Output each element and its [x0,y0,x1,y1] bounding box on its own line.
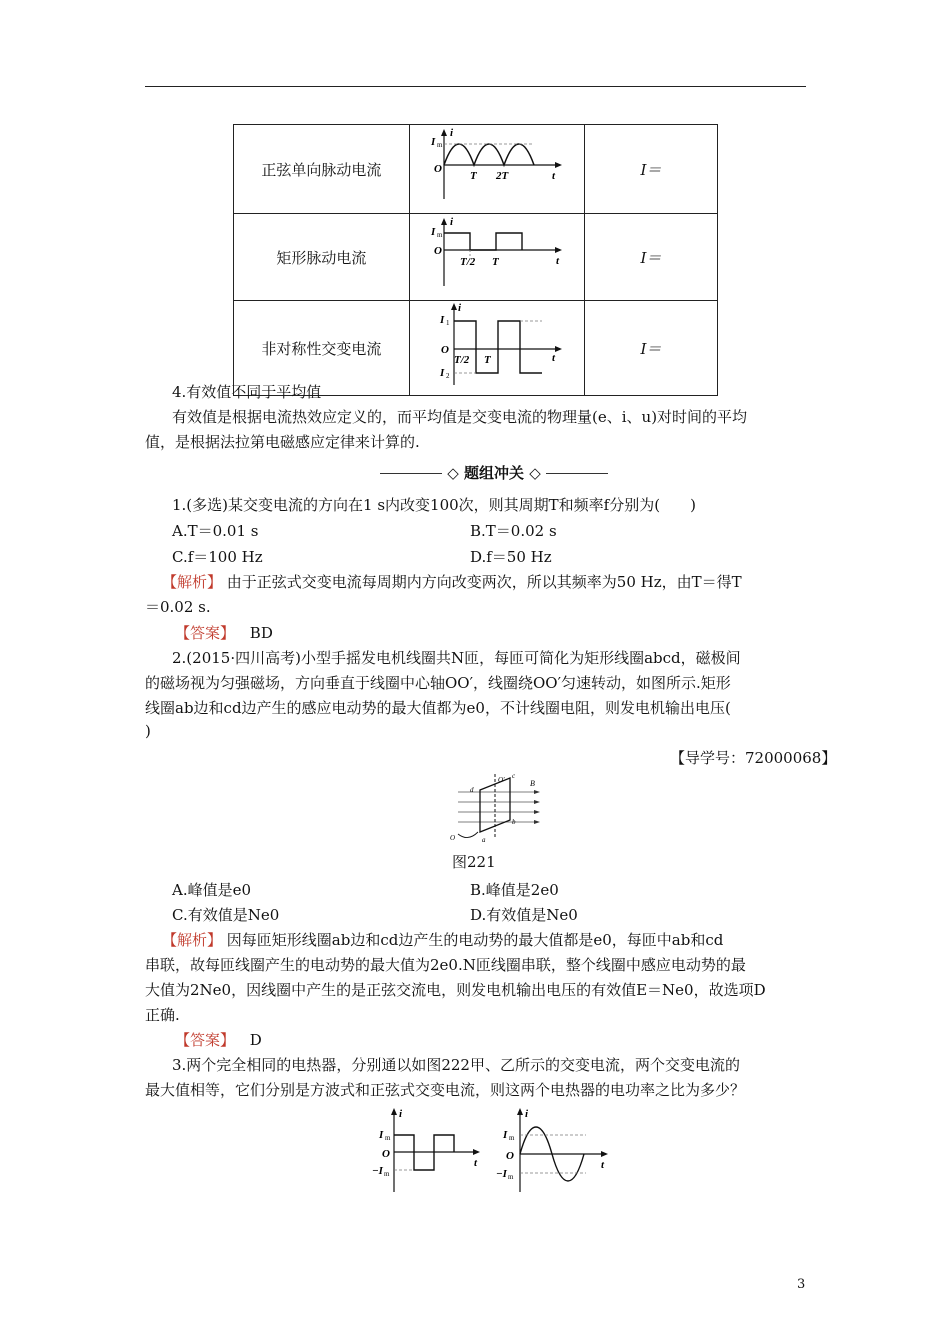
answer-value: BD [249,624,273,642]
svg-text:m: m [436,231,443,239]
svg-text:m: m [385,1134,391,1142]
rectangular-pulse-graph [410,214,584,296]
section4-body: 有效值是根据电流热效应定义的，而平均值是交变电流的物理量(e、i、u)对时间的平均 [172,408,748,426]
q2-option-d: D.有效值是Ne0 [470,906,578,924]
graph-cell [409,125,584,214]
q2-analysis-cont: 大值为2Ne0，因线圈中产生的是正弦交流电，则发电机输出电压的有效值E＝Ne0，故选项D [145,981,766,999]
svg-text:O: O [382,1148,390,1160]
section4-body: 值，是根据法拉第电磁感应定律来计算的. [145,433,420,451]
svg-text:a: a [482,836,486,844]
svg-text:O′: O′ [498,776,505,784]
row-name: 正弦单向脉动电流 [234,125,410,214]
q2-analysis-cont: 串联，故每匝线圈产生的电动势的最大值为2e0.N匝线圈串联，整个线圈中感应电动势的最 [145,956,746,974]
q2-stem: ) [145,722,151,740]
q2-stem: 2.(2015·四川高考)小型手摇发电机线圈共N匝，每匝可简化为矩形线圈abcd，磁极间 [172,649,741,667]
svg-text:−I: −I [372,1165,383,1177]
q2-analysis [162,929,723,950]
svg-text:m: m [508,1173,514,1181]
row-name: 矩形脉动电流 [234,214,410,301]
svg-text:b: b [512,818,516,826]
section4-title: 4.有效值不同于平均值 [172,383,322,401]
svg-text:T: T [491,256,499,268]
svg-text:m: m [509,1134,515,1142]
formula-cell: I＝ [584,214,717,301]
header-rule [145,86,806,87]
svg-text:d: d [470,786,474,794]
svg-text:I: I [430,136,436,148]
q3-stem: 3.两个完全相同的电热器，分别通以如图222甲、乙所示的交变电流，两个交变电流的 [172,1056,740,1074]
svg-text:i: i [457,302,461,314]
svg-text:t: t [601,1159,605,1171]
q1-stem: 1.(多选)某交变电流的方向在1 s内改变100次，则其周期T和频率f分别为( ) [172,496,696,514]
figure-caption: 图221 [452,853,496,871]
svg-text:t: t [555,255,559,267]
waveform-table [233,124,718,396]
svg-text:O: O [506,1150,514,1162]
q2-stem: 线圈ab边和cd边产生的感应电动势的最大值都为e0，不计线圈电阻，则发电机输出电压( [145,699,731,717]
banner-title: ◇ 题组冲关 ◇ [447,464,541,482]
svg-text:I: I [503,1129,508,1141]
svg-text:T/2: T/2 [459,256,476,268]
svg-text:I: I [439,314,445,326]
analysis-text: 因每匝矩形线圈ab边和cd边产生的电动势的最大值都是e0，每匝中ab和cd [226,931,724,949]
generator-coil-figure [448,772,548,846]
banner-right-rule [546,473,608,474]
svg-text:c: c [512,772,516,780]
graph-cell [409,214,584,301]
row-name: 非对称性交变电流 [234,301,410,396]
q1-analysis-cont: ＝0.02 s. [145,598,211,616]
formula-cell: I＝ [584,301,717,396]
svg-text:i: i [449,216,453,228]
q1-option-d: D.f＝50 Hz [470,548,552,566]
sine-wave-graph [494,1104,614,1196]
svg-text:t: t [474,1157,478,1169]
q2-analysis-cont: 正确. [145,1006,180,1024]
q2-stem: 的磁场视为匀强磁场，方向垂直于线圈中心轴OO′，线圈绕OO′匀速转动，如图所示.矩形 [145,674,731,692]
svg-text:t: t [551,170,555,182]
svg-text:T: T [483,354,491,366]
q1-option-b: B.T＝0.02 s [470,522,557,540]
q2-option-c: C.有效值是Ne0 [172,906,280,924]
table-row [234,214,718,301]
svg-text:t: t [551,352,555,364]
svg-text:I: I [439,367,445,379]
svg-text:i: i [449,127,453,139]
svg-text:m: m [384,1170,390,1178]
answer-tag: 【答案】 [175,1031,236,1049]
half-wave-rectified-graph [410,125,584,209]
square-wave-graph [370,1104,484,1196]
answer-value: D [249,1031,262,1049]
svg-text:T/2: T/2 [453,354,470,366]
svg-text:I: I [379,1129,384,1141]
svg-text:O: O [433,163,442,175]
svg-text:O: O [433,245,442,257]
svg-text:i: i [525,1108,529,1120]
q3-stem: 最大值相等，它们分别是方波式和正弦式交变电流，则这两个电热器的电功率之比为多少？ [145,1081,746,1099]
q1-analysis [162,571,742,592]
q1-answer [175,622,273,643]
svg-text:1: 1 [445,319,450,327]
section-banner [363,462,625,483]
svg-text:m: m [436,141,443,149]
q2-option-a: A.峰值是e0 [172,881,252,899]
graph-cell [409,301,584,396]
q2-option-b: B.峰值是2e0 [470,881,559,899]
analysis-tag: 【解析】 [162,573,223,591]
analysis-tag: 【解析】 [162,931,223,949]
answer-tag: 【答案】 [175,624,236,642]
svg-text:i: i [399,1108,403,1120]
page-number: 3 [797,1277,806,1292]
asymmetric-ac-graph [410,301,584,391]
svg-text:2T: 2T [495,170,509,182]
svg-text:I: I [430,226,436,238]
svg-text:T: T [469,170,477,182]
q1-option-c: C.f＝100 Hz [172,548,263,566]
svg-text:2: 2 [445,372,450,380]
analysis-text: 由于正弦式交变电流每周期内方向改变两次，所以其频率为50 Hz，由T＝得T [226,573,742,591]
svg-text:O: O [450,834,456,842]
formula-cell: I＝ [584,125,717,214]
guide-number: 【导学号：72000068】 [670,749,837,767]
table-row [234,125,718,214]
banner-left-rule [380,473,442,474]
svg-text:B: B [530,779,535,788]
q2-answer [175,1029,262,1050]
svg-text:−I: −I [496,1168,507,1180]
svg-text:O: O [440,344,449,356]
q1-option-a: A.T＝0.01 s [172,522,259,540]
